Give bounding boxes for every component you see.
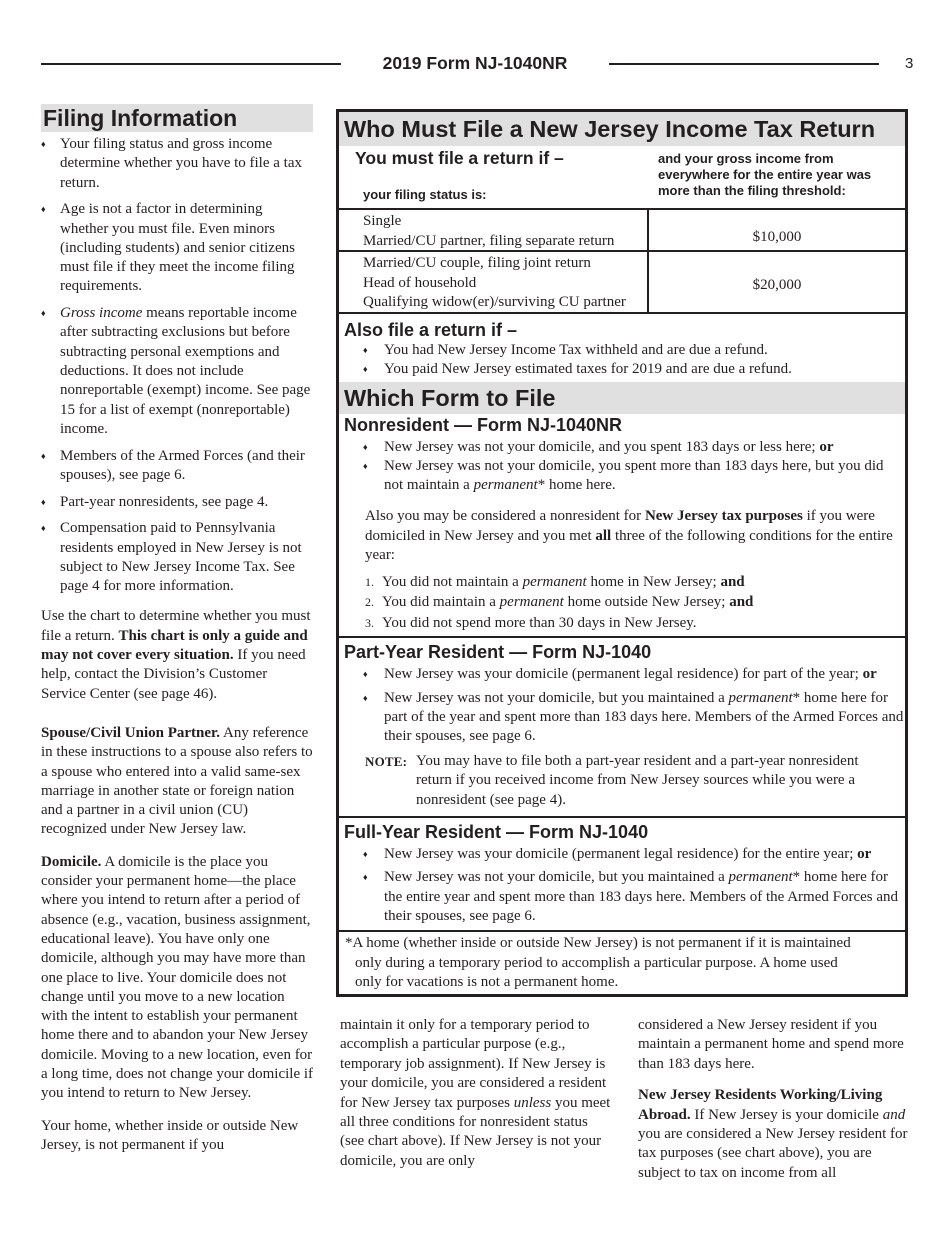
permanent-term: permanent: [499, 594, 564, 611]
text-span: New Jersey was not your domicile, and you spent 183 days or less here;: [384, 438, 820, 455]
gross-income-column-heading: and your gross income from everywhere for the entire year was more than the filing threshold:: [658, 151, 872, 198]
threshold-table-header: [339, 146, 905, 208]
home-paragraph: Your home, whether inside or outside New Jersey, is not permanent if you: [41, 1117, 299, 1153]
bold-conjunction: and: [729, 594, 754, 611]
section-divider: [339, 636, 905, 638]
bold-conjunction: or: [862, 666, 877, 683]
middle-text-column: [340, 1016, 612, 1171]
header-rule-left: [41, 63, 341, 65]
text-span: Use the chart to determine whether you must file a return.: [41, 608, 311, 644]
text-span: You did not maintain a: [382, 573, 523, 590]
text-span: you are considered a New Jersey resident for tax purposes (see chart above), you are subject to tax on income from all: [638, 1126, 908, 1181]
spouse-term: Spouse/Civil Union Partner.: [41, 724, 221, 741]
right-text-column: [638, 1016, 908, 1183]
permanent-term: permanent: [473, 477, 538, 494]
text-span: maintain it only for a temporary period to accomplish a particular purpose (e.g., temporary job assignment). If New Jersey is your domicile, you are considered a resident for New Jersey tax purposes: [340, 1017, 607, 1111]
temporary-home-paragraph: [340, 1016, 612, 1171]
footnote-line: only during a temporary period to accomplish a particular purpose. A home used: [355, 954, 838, 971]
page-number: 3: [905, 55, 914, 72]
header-rule-right: [609, 63, 879, 65]
threshold-amount: $10,000: [752, 229, 802, 245]
page-header-title: 2019 Form NJ-1040NR: [382, 53, 568, 73]
abroad-heading: New Jersey Residents Working/Living Abroad.: [638, 1087, 883, 1123]
text-span: * home here for part of the year and spent more than 183 days here. Members of the Armed Forces and their spouses, see page 6.: [384, 689, 904, 745]
list-item: [41, 304, 313, 439]
text-span: You did maintain a: [382, 594, 500, 611]
list-number: 1.: [365, 574, 374, 589]
nonresident-heading: Nonresident — Form NJ-1040NR: [344, 414, 623, 435]
list-number: 3.: [365, 615, 374, 630]
bold-phrase: New Jersey tax purposes: [644, 508, 803, 525]
part-year-list: [363, 665, 905, 746]
note-label: NOTE:: [365, 753, 408, 769]
nonresident-conditions-paragraph: [365, 507, 897, 566]
list-item: [365, 613, 905, 634]
filing-information-column: [41, 104, 313, 1155]
text-span: New Jersey was not your domicile, but you maintained a: [384, 869, 729, 886]
nonresident-list: [363, 438, 905, 496]
text-span: * home here for the entire year and spent more than 183 days here. Members of the Armed Forces and their spouses, see page 6.: [384, 869, 898, 925]
filing-information-list: [41, 135, 313, 596]
domicile-term: Domicile.: [41, 853, 102, 870]
full-year-heading: Full-Year Resident — Form NJ-1040: [344, 822, 649, 843]
filing-status: Married/CU couple, filing joint return: [363, 255, 591, 271]
domicile-paragraph: [41, 853, 313, 1104]
also-file-list: [363, 341, 905, 380]
text-span: If New Jersey is your domicile: [690, 1106, 883, 1123]
bold-phrase: all: [595, 527, 612, 544]
list-item: [363, 457, 905, 496]
footnote-line: only for vacations is not a permanent home.: [355, 974, 619, 991]
abroad-paragraph: [638, 1086, 908, 1183]
list-item: [363, 868, 905, 926]
note-text: You may have to file both a part-year resident and a part-year nonresident return if you received income from New Jersey sources while you were a nonresident (see page 4).: [416, 752, 859, 808]
text-span: home outside New Jersey;: [563, 594, 730, 611]
chart-guide-paragraph: [41, 607, 313, 703]
permanent-term: permanent: [522, 573, 587, 590]
list-item: [363, 689, 905, 747]
part-year-note: [365, 752, 897, 811]
list-item: [365, 592, 905, 613]
gross-income-term: Gross income: [60, 305, 143, 322]
list-item: [363, 438, 905, 457]
text-span: Also you may be considered a nonresident for: [365, 508, 645, 525]
list-number: 2.: [365, 595, 374, 610]
who-must-file-box: [336, 109, 908, 997]
text-span: three of the following conditions for the entire year:: [365, 527, 893, 564]
bold-conjunction: and: [720, 573, 745, 590]
list-item: [363, 845, 905, 864]
bold-conjunction: or: [857, 846, 872, 863]
who-must-file-title: Who Must File a New Jersey Income Tax Return: [339, 112, 905, 146]
footnote-line: *A home (whether inside or outside New Jersey) is not permanent if it is maintained: [345, 935, 851, 952]
filing-status: Qualifying widow(er)/surviving CU partner: [363, 294, 626, 310]
text-span: * home here.: [537, 477, 616, 494]
permanent-home-footnote: [339, 932, 905, 993]
resident-condition-paragraph: considered a New Jersey resident if you maintain a permanent home and spend more than 183 days here.: [638, 1017, 904, 1072]
full-year-list: [363, 845, 905, 926]
filing-information-title: Filing Information: [41, 104, 313, 132]
also-file-heading: Also file a return if –: [344, 320, 518, 340]
text-span: Any reference in these instructions to a spouse also refers to a spouse who entered into a valid same-sex marriage in another state or foreign nation and a partner in a civil union (CU) recognized under New Jersey law.: [41, 724, 313, 838]
list-item: ♦ Members of the Armed Forces (and their spouses), see page 6.: [41, 447, 313, 486]
list-item: ♦ Compensation paid to Pennsylvania residents employed in New Jersey is not subject to New Jersey Income Tax. See page 4 for more information.: [41, 519, 313, 596]
filing-status-cell: [363, 212, 614, 251]
which-form-title: Which Form to File: [339, 382, 905, 414]
and-term: and: [882, 1106, 906, 1123]
chart-guide-warning: This chart is only a guide and may not cover every situation.: [41, 627, 308, 664]
filing-status: Single: [363, 213, 402, 229]
list-item: [363, 665, 905, 684]
filing-status-cell: [363, 254, 626, 313]
permanent-term: permanent: [728, 689, 793, 706]
text-span: If you need help, contact the Division’s Customer Service Center (see page 46).: [41, 647, 306, 702]
unless-term: unless: [513, 1094, 552, 1111]
filing-status: Married/CU partner, filing separate return: [363, 232, 615, 249]
threshold-amount: $20,000: [752, 277, 802, 293]
text-span: home in New Jersey;: [586, 573, 721, 590]
text-span: A domicile is the place you consider your permanent home—the place where you intend to return after a period of absence (e.g., vacation, business assignment, educational leave). You have only one domicile, although you may have more than one place to live. Your domicile does not change until you move to a new location with the intent to establish your permanent home there and to abandon your New Jersey domicile. Moving to a new location, even for a long time, does not change your domicile if you intend to return to New Jersey.: [41, 853, 314, 1102]
list-item: ♦ You paid New Jersey estimated taxes for 2019 and are due a refund.: [363, 360, 905, 379]
text-span: if you were domiciled in New Jersey and you met: [365, 508, 875, 544]
spouse-paragraph: [41, 724, 313, 840]
text-span: You did not spend more than 30 days in New Jersey.: [382, 614, 697, 631]
nonresident-conditions-list: [365, 572, 905, 634]
list-item: ♦ Your filing status and gross income determine whether you have to file a tax return.: [41, 135, 313, 193]
must-file-heading: You must file a return if –: [355, 148, 564, 168]
text-span: New Jersey was your domicile (permanent legal residence) for the entire year;: [384, 846, 858, 863]
table-row: [339, 208, 905, 250]
section-divider: [339, 816, 905, 818]
list-item: ♦ Age is not a factor in determining whether you must file. Even minors (including students) and senior citizens must file if they meet the income filing requirements.: [41, 200, 313, 296]
part-year-heading: Part-Year Resident — Form NJ-1040: [344, 642, 652, 663]
text-span: New Jersey was not your domicile, but you maintained a: [384, 689, 729, 706]
list-item: ♦ You had New Jersey Income Tax withheld and are due a refund.: [363, 341, 905, 360]
text-span: New Jersey was your domicile (permanent legal residence) for part of the year;: [384, 666, 863, 683]
bold-conjunction: or: [819, 438, 834, 455]
permanent-term: permanent: [728, 869, 793, 886]
filing-status: Head of household: [363, 274, 477, 291]
text-span: New Jersey was not your domicile, you spent more than 183 days here, but you did not maintain a: [384, 457, 884, 494]
gross-income-definition: means reportable income after subtracting exclusions but before subtracting personal exemptions and deductions. It does not include nonreportable (exempt) income. See page 15 for a list of exempt (nonreportable) income.: [60, 305, 311, 437]
table-row: [339, 250, 905, 314]
filing-status-column-heading: your filing status is:: [363, 187, 487, 202]
text-span: you meet all three conditions for nonresident status (see chart above). If New Jersey is not your domicile, you are only: [340, 1094, 611, 1169]
list-item: ♦ Part-year nonresidents, see page 4.: [41, 493, 313, 512]
list-item: [365, 572, 905, 593]
